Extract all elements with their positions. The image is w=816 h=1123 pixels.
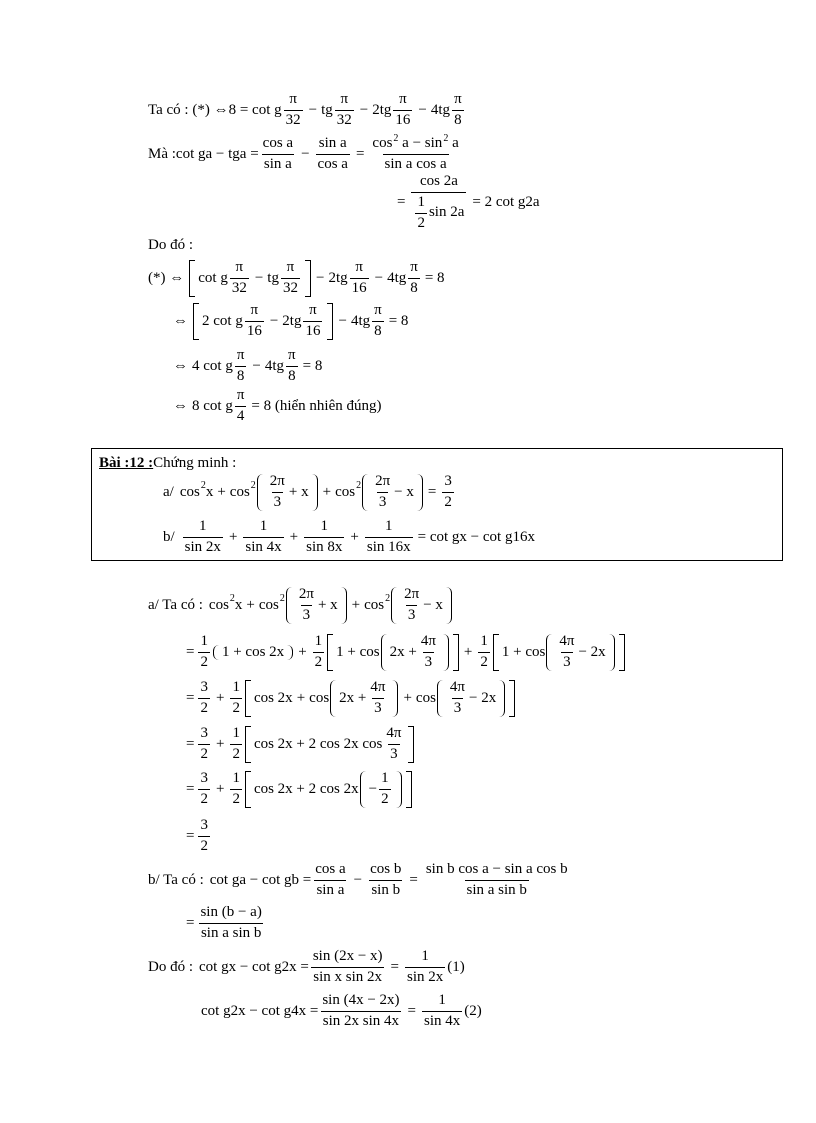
eq-line-3 <box>393 174 540 231</box>
sol-a-line-6: = $\frac{3}{2}$ <box>186 817 208 854</box>
text: tg <box>321 101 333 118</box>
sol-a-line-2: = $\frac{1}{2}$ 1 + cos 2x + $\frac{1}{2}$ 1 + cos 2x + $\frac{4\pi}{3}$ + $\frac{1}{2}$ 1 + cos $\frac{4\pi}{3}$ − 2x <box>186 634 626 671</box>
fraction: $\frac{\pi}{8}$ <box>454 91 462 128</box>
text: 2tg <box>372 101 392 118</box>
text: Ta có : (*) ⇔ <box>148 101 229 118</box>
eq-line-2 <box>148 133 463 173</box>
text: (*) ⇔ <box>148 269 185 286</box>
eq-line-7: ⇔ 4 cot g $\frac{\pi}{8}$ − 4tg $\frac{\pi}{8}$ = 8 <box>173 347 323 384</box>
text: Mà : <box>148 145 176 162</box>
text: cot ga − tga = <box>175 145 259 162</box>
eq-line-8: ⇔ 8 cot g $\frac{\pi}{4}$ = 8 (hiển nhiên đúng) <box>173 387 382 424</box>
fraction: $\frac{\pi}{32}$ <box>285 91 301 128</box>
eq-line-5: (*) ⇔ cot g $\frac{\pi}{32}$ − tg $\frac{\pi}{32}$ − 2tg $\frac{\pi}{16}$ − 4tg $\frac{\pi}{8}$ = 8 <box>148 259 445 296</box>
fraction: $\frac{\pi}{32}$ <box>336 91 352 128</box>
bracket: cot g $\frac{\pi}{32}$ − tg $\frac{\pi}{32}$ <box>189 260 311 297</box>
op: = <box>355 145 365 162</box>
sol-b-line-2: = $\frac{\sin (b - a)}{\text{sin a sin b}}$ <box>186 904 262 941</box>
op: − <box>301 145 310 162</box>
sol-a-line-4: = $\frac{3}{2}$ + $\frac{1}{2}$ cos 2x + 2 cos 2x cos $\frac{4\pi}{3}$ <box>186 726 415 763</box>
sol-a-line-1: a/ Ta có : cos 2 x + cos 2 $\frac{2\pi}{3}$ + x + cos 2 $\frac{2\pi}{3}$ − x <box>148 587 453 624</box>
fraction: cos 2a $\frac{1}{2}$ sin 2a <box>411 174 466 231</box>
op: − <box>308 101 318 118</box>
exercise-part-b: b/ $\frac{1}{\sin 2x}$ + $\frac{1}{\sin 4x}$ + $\frac{1}{\sin 8x}$ + $\frac{1}{\sin 16x}$ = cot gx − cot g16x <box>163 518 535 555</box>
sol-b-line-4: cot g2x − cot g4x = $\frac{\sin (4x - 2x)}{\text{sin 2x sin 4x}}$ = $\frac{1}{\sin 4x}$ (2) <box>201 992 482 1029</box>
exercise-part-a: a/ cos 2 x + cos 2 $\frac{2\pi}{3}$ + x + cos 2 $\frac{2\pi}{3}$ − x = $\frac{3}{2}$ <box>163 473 452 510</box>
sol-b-line-1: b/ Ta có : cot ga − cot gb = $\frac{\text{cos a}}{\text{sin a}}$ − $\frac{\text{cos b}}{\text{sin b}}$ = $\frac{\text{sin b cos a − sin a cos b}}{\text{sin a sin b}}$ <box>148 861 568 898</box>
fraction: $\frac{\text{sin a}}{\text{cos a}}$ <box>317 135 348 172</box>
fraction: $\frac{\text{cos a}}{\text{sin a}}$ <box>262 135 294 172</box>
sol-a-line-3: = $\frac{3}{2}$ + $\frac{1}{2}$ cos 2x + cos 2x + $\frac{4\pi}{3}$ + cos $\frac{4\pi}{3}$ − 2x <box>186 680 516 717</box>
text: = 2 cot g2a <box>472 194 540 211</box>
text: 8 = cot g <box>228 101 282 118</box>
fraction: $\frac{\pi}{16}$ <box>395 91 411 128</box>
op: − <box>359 101 369 118</box>
sol-b-line-3: Do đó : cot gx − cot g2x = $\frac{\sin (2x - x)}{\text{sin x sin 2x}}$ = $\frac{1}{\sin 2x}$ (1) <box>148 948 465 985</box>
do-do-label: Do đó : <box>148 237 193 253</box>
op: − <box>418 101 427 118</box>
text: 4tg <box>430 101 451 118</box>
sol-a-line-5: = $\frac{3}{2}$ + $\frac{1}{2}$ cos 2x + 2 cos 2x − $\frac{1}{2}$ <box>186 771 413 808</box>
exercise-title: Bài :12 : Chứng minh : <box>99 455 237 471</box>
op: = <box>397 194 406 211</box>
eq-line-6: ⇔ 2 cot g $\frac{\pi}{16}$ − 2tg $\frac{\pi}{16}$ − 4tg $\frac{\pi}{8}$ = 8 <box>173 302 409 339</box>
bracket: 2 cot g $\frac{\pi}{16}$ − 2tg $\frac{\pi}{16}$ <box>193 303 333 340</box>
eq-line-1 <box>148 92 466 129</box>
fraction: $\frac{\cos^2 a - \sin^2 a}{\text{sin a cos a}}$ <box>372 133 459 172</box>
